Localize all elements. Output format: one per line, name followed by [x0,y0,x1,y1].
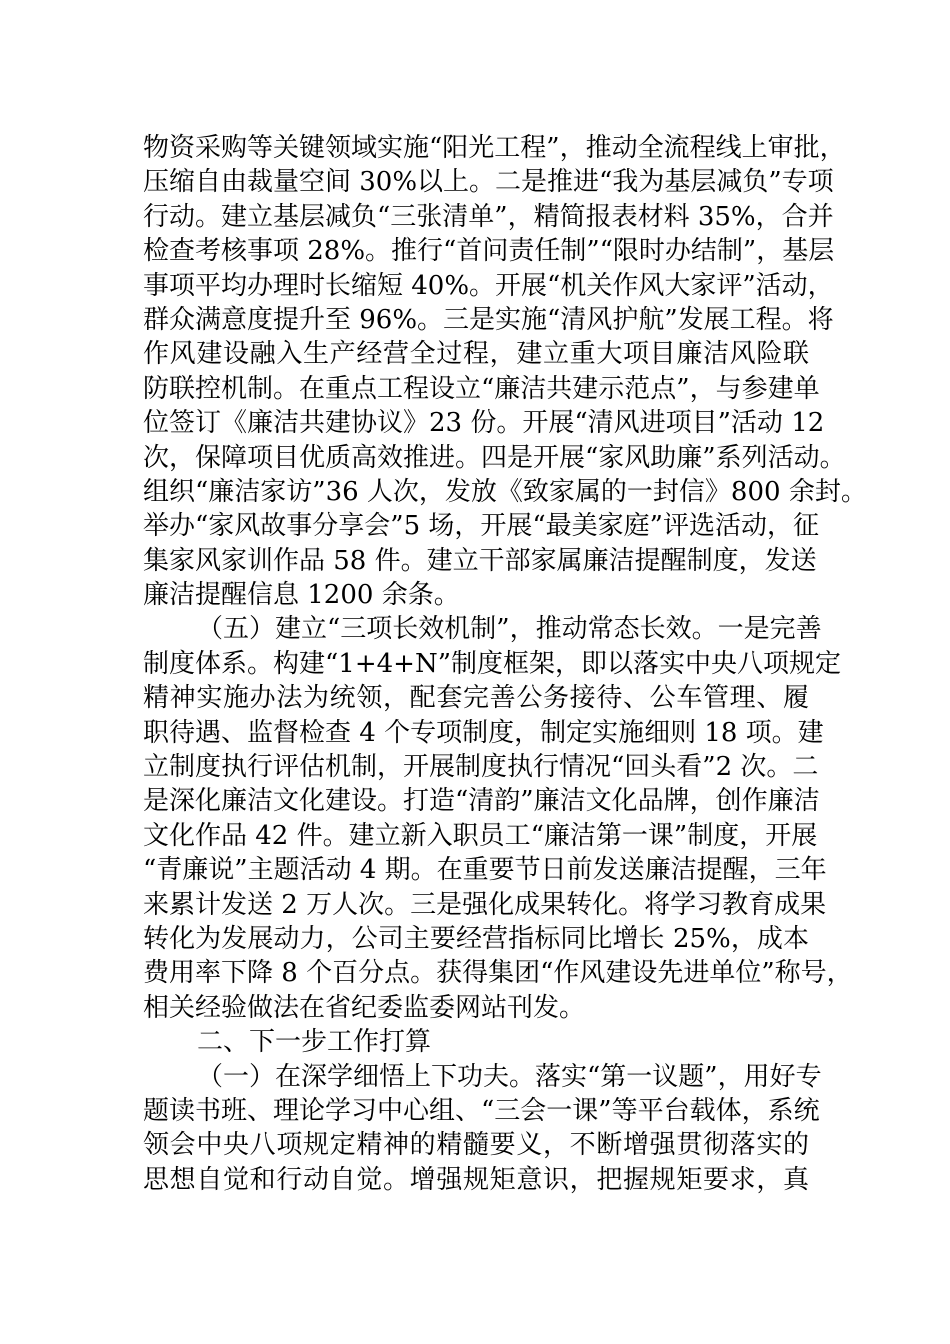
text-line: 廉洁提醒信息 1200 余条。 [143,580,460,611]
text-line: 检查考核事项 28%。推行“首问责任制”“限时办结制”，基层 [143,236,835,267]
text-line: 领会中央八项规定精神的精髓要义，不断增强贯彻落实的 [143,1130,809,1161]
text-line: 是深化廉洁文化建设。打造“清韵”廉洁文化品牌，创作廉洁 [143,786,820,817]
text-line: 来累计发送 2 万人次。三是强化成果转化。将学习教育成果 [143,889,827,920]
text-line: 题读书班、理论学习中心组、“三会一课”等平台载体，系统 [143,1095,820,1126]
text-line: 行动。建立基层减负“三张清单”，精简报表材料 35%，合并 [143,201,834,232]
text-line: 压缩自由裁量空间 30%以上。二是推进“我为基层减负”专项 [143,167,834,198]
text-line: 组织“廉洁家访”36 人次，发放《致家属的一封信》800 余封。 [143,476,867,507]
text-line: 职待遇、监督检查 4 个专项制度，制定实施细则 18 项。建 [143,717,824,748]
text-line: 文化作品 42 件。建立新入职员工“廉洁第一课”制度，开展 [143,820,818,851]
text-line: 集家风家训作品 58 件。建立干部家属廉洁提醒制度，发送 [143,545,817,576]
text-line: 费用率下降 8 个百分点。获得集团“作风建设先进单位”称号， [143,958,853,989]
text-line: 举办“家风故事分享会”5 场，开展“最美家庭”评选活动，征 [143,511,819,542]
document-body [143,131,867,1197]
text-line: （五）建立“三项长效机制”，推动常态长效。一是完善 [197,614,822,645]
text-line: 物资采购等关键领域实施“阳光工程”，推动全流程线上审批， [143,133,846,163]
text-line: “青廉说”主题活动 4 期。在重要节日前发送廉洁提醒，三年 [143,855,827,886]
text-line: 转化为发展动力，公司主要经营指标同比增长 25%，成本 [143,923,809,954]
text-line: 作风建设融入生产经营全过程，建立重大项目廉洁风险联 [143,339,809,370]
text-line: 群众满意度提升至 96%。三是实施“清风护航”发展工程。将 [143,304,834,335]
text-line: 精神实施办法为统领，配套完善公务接待、公车管理、履 [143,683,809,714]
text-line: 防联控机制。在重点工程设立“廉洁共建示范点”，与参建单 [143,373,820,404]
text-line: （一）在深学细悟上下功夫。落实“第一议题”，用好专 [197,1061,822,1092]
text-line: 事项平均办理时长缩短 40%。开展“机关作风大家评”活动， [143,270,834,301]
text-line: 立制度执行评估机制，开展制度执行情况“回头看”2 次。二 [143,752,819,783]
text-line: 次，保障项目优质高效推进。四是开展“家风助廉”系列活动。 [143,442,846,473]
text-line: 相关经验做法在省纪委监委网站刊发。 [143,992,586,1023]
text-line: 制度体系。构建“1+4+N”制度框架，即以落实中央八项规定 [143,648,841,679]
text-line: 思想自觉和行动自觉。增强规矩意识，把握规矩要求，真 [143,1164,809,1195]
section-heading: 二、下一步工作打算 [197,1027,432,1058]
text-line: 位签订《廉洁共建协议》23 份。开展“清风进项目”活动 12 [143,408,825,439]
